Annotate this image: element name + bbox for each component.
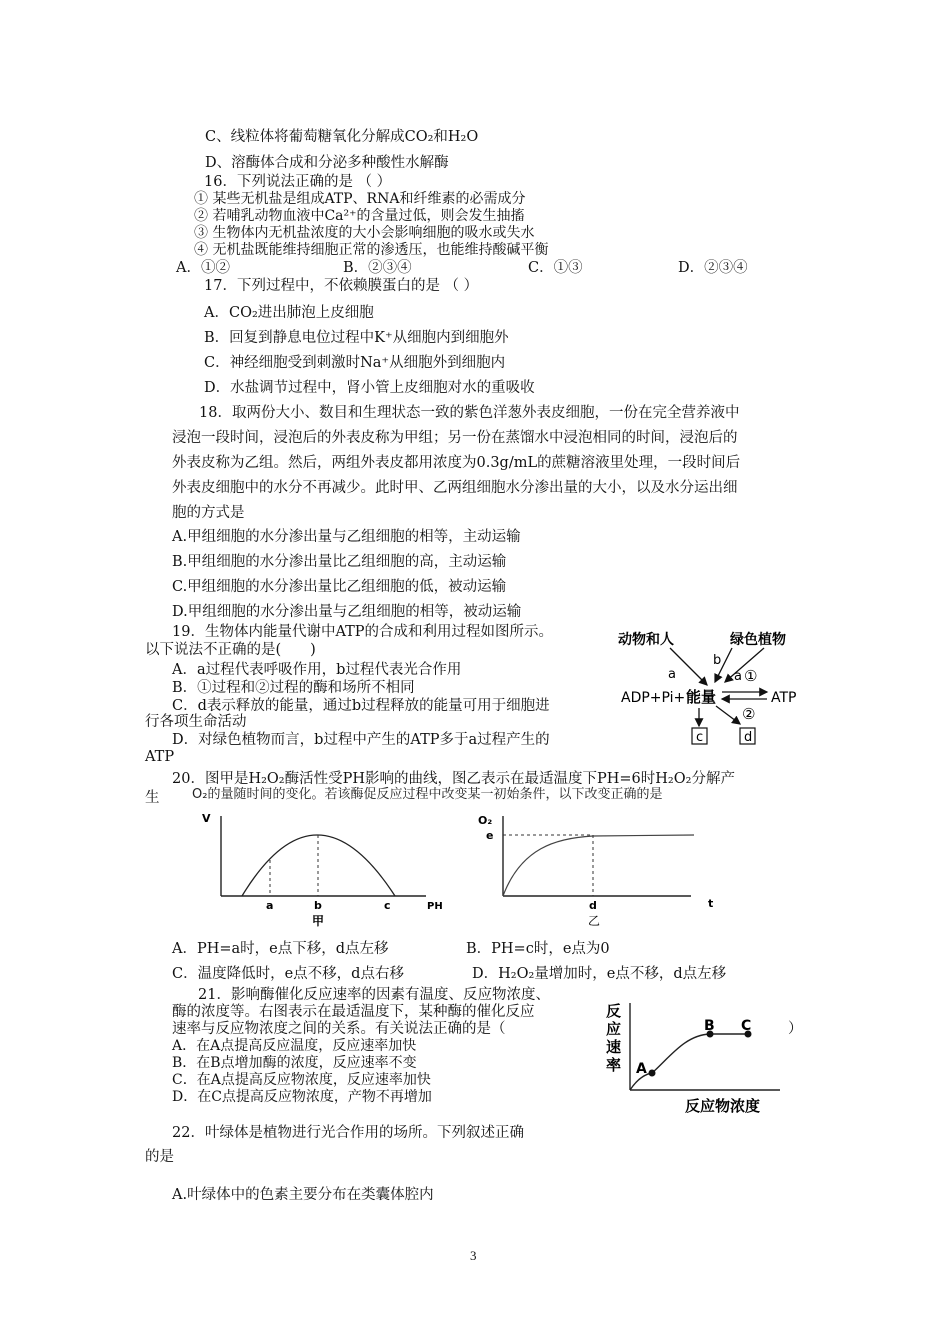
- q17-option-b: B．回复到静息电位过程中K⁺从细胞内到细胞外: [204, 330, 509, 346]
- jia-y-label: V: [202, 812, 211, 825]
- q17-option-c: C．神经细胞受到刺激时Na⁺从细胞外到细胞内: [204, 355, 506, 371]
- rate-x-label: 反应物浓度: [685, 1097, 761, 1115]
- q19-stem-line-1: 19．生物体内能量代谢中ATP的合成和利用过程如图所示。: [172, 624, 554, 640]
- q21-close-paren: ）: [788, 1021, 803, 1037]
- adp-label: ADP+Pi+: [621, 690, 686, 706]
- atp-energy-diagram: [612, 624, 817, 750]
- label-d: d: [744, 730, 753, 745]
- yi-tick-e: e: [486, 829, 494, 842]
- q19-option-d-line-2: ATP: [145, 749, 175, 765]
- q16-statement-1: ① 某些无机盐是组成ATP、RNA和纤维素的必需成分: [194, 191, 526, 207]
- q21-stem-line-1: 21．影响酶催化反应速率的因素有温度、反应物浓度、: [198, 987, 550, 1003]
- q22-stem-line-1: 22．叶绿体是植物进行光合作用的场所。下列叙述正确: [172, 1125, 524, 1141]
- q20-stem-line-2a: 生: [145, 790, 160, 806]
- q18-option-a: A.甲组细胞的水分渗出量与乙组细胞的相等，主动运输: [172, 529, 521, 545]
- q22-stem-line-2: 的是: [145, 1149, 174, 1165]
- q15-option-c: C、线粒体将葡萄糖氧化分解成CO₂和H₂O: [205, 129, 479, 145]
- label-a: a: [668, 667, 676, 682]
- yi-tick-d: d: [589, 899, 597, 912]
- label-point-a: A: [636, 1061, 647, 1077]
- yi-name: 乙: [588, 914, 601, 928]
- jia-x-label: PH: [427, 901, 443, 912]
- q17-option-a: A．CO₂进出肺泡上皮细胞: [204, 305, 374, 321]
- label-point-b: B: [704, 1018, 715, 1034]
- rate-y-3: 速: [606, 1038, 622, 1056]
- reaction-rate-graph: [600, 997, 790, 1119]
- q20-stem-line-1: 20．图甲是H₂O₂酶活性受PH影响的曲线，图乙表示在最适温度下PH=6时H₂O₂分解产: [172, 771, 735, 787]
- q18-stem-line-1: 18．取两份大小、数目和生理状态一致的紫色洋葱外表皮细胞，一份在完全营养液中: [199, 405, 740, 421]
- q16-option-a: A．①②: [176, 260, 230, 276]
- q19-option-c-line-2: 行各项生命活动: [145, 714, 247, 730]
- jia-tick-b: b: [314, 899, 322, 912]
- label-circle-2: ②: [742, 705, 756, 723]
- q18-option-b: B.甲组细胞的水分渗出量比乙组细胞的高，主动运输: [172, 554, 507, 570]
- q16-statement-4: ④ 无机盐既能维持细胞正常的渗透压，也能维持酸碱平衡: [194, 242, 549, 258]
- q19-option-c-line-1: C．d表示释放的能量，通过b过程释放的能量可用于细胞进: [172, 698, 550, 714]
- q20-option-c: C．温度降低时，e点不移，d点右移: [172, 966, 404, 982]
- atp-label: ATP: [771, 690, 797, 706]
- label-c: c: [696, 730, 704, 745]
- q18-option-c: C.甲组细胞的水分渗出量比乙组细胞的低，被动运输: [172, 579, 507, 595]
- yi-curve: [503, 835, 694, 896]
- rate-y-1: 反: [606, 1002, 622, 1020]
- q21-option-a: A．在A点提高反应温度，反应速率加快: [172, 1038, 417, 1054]
- q17-option-d: D．水盐调节过程中，肾小管上皮细胞对水的重吸收: [204, 380, 535, 396]
- q21-stem-line-2: 酶的浓度等。右图表示在最适温度下，某种酶的催化反应: [172, 1004, 535, 1020]
- q21-option-d: D．在C点提高反应物浓度，产物不再增加: [172, 1089, 432, 1105]
- q18-stem-line-5: 胞的方式是: [172, 505, 245, 521]
- q20-option-b: B．PH=c时，e点为0: [466, 941, 610, 957]
- q15-option-d: D、溶酶体合成和分泌多种酸性水解酶: [205, 155, 449, 171]
- arrow-to-d: [716, 706, 740, 724]
- q19-option-d-line-1: D．对绿色植物而言，b过程中产生的ATP多于a过程产生的: [172, 732, 550, 748]
- q20-option-d: D．H₂O₂量增加时，e点不移，d点左移: [472, 966, 727, 982]
- yi-y-label: O₂: [478, 814, 493, 827]
- q16-statement-2: ② 若哺乳动物血液中Ca²⁺的含量过低，则会发生抽搐: [194, 208, 525, 224]
- rate-curve: [630, 1034, 748, 1090]
- rate-y-4: 率: [606, 1056, 622, 1074]
- q18-stem-line-4: 外表皮细胞中的水分不再减少。此时甲、乙两组细胞水分渗出量的大小，以及水分运出细: [172, 480, 738, 496]
- q19-option-b: B．①过程和②过程的酶和场所不相同: [172, 680, 415, 696]
- label-a2: a: [734, 669, 742, 684]
- jia-tick-a: a: [266, 899, 274, 912]
- graph-yi-o2-time: [476, 808, 726, 932]
- label-b: b: [713, 653, 722, 668]
- page-number: 3: [470, 1248, 477, 1263]
- q18-option-d: D.甲组细胞的水分渗出量与乙组细胞的相等，被动运输: [172, 604, 522, 620]
- q17-stem: 17．下列过程中，不依赖膜蛋白的是 （ ）: [204, 278, 479, 294]
- q22-option-a: A.叶绿体中的色素主要分布在类囊体腔内: [172, 1187, 434, 1203]
- q16-option-c: C．①③: [528, 260, 583, 276]
- animals-label: 动物和人: [618, 632, 674, 648]
- rate-y-2: 应: [606, 1020, 622, 1038]
- q20-option-a: A．PH=a时，e点下移，d点左移: [172, 941, 389, 957]
- q18-stem-line-3: 外表皮称为乙组。然后，两组外表皮都用浓度为0.3g/mL的蔗糖溶液里处理，一段时间后: [172, 455, 741, 471]
- plants-label: 绿色植物: [730, 632, 786, 648]
- jia-name: 甲: [312, 914, 325, 928]
- q20-stem-line-2b: O₂的量随时间的变化。若该酶促反应过程中改变某一初始条件，以下改变正确的是: [192, 787, 663, 802]
- q16-option-d: D．②③④: [678, 260, 748, 276]
- q16-stem: 16．下列说法正确的是 （ ）: [204, 174, 392, 190]
- graph-jia-ph-activity: [198, 808, 456, 932]
- label-point-c: C: [741, 1018, 752, 1034]
- jia-tick-c: c: [384, 899, 391, 912]
- energy-label: 能量: [686, 688, 717, 706]
- q16-option-b: B．②③④: [343, 260, 412, 276]
- point-a: [649, 1070, 656, 1077]
- yi-x-label: t: [708, 897, 714, 910]
- label-circle-1: ①: [744, 667, 758, 685]
- q16-statement-3: ③ 生物体内无机盐浓度的大小会影响细胞的吸水或失水: [194, 225, 535, 241]
- q19-stem-line-2: 以下说法不正确的是( ): [145, 642, 316, 658]
- q21-option-c: C．在A点提高反应物浓度，反应速率加快: [172, 1072, 431, 1088]
- q21-option-b: B．在B点增加酶的浓度，反应速率不变: [172, 1055, 417, 1071]
- q18-stem-line-2: 浸泡一段时间，浸泡后的外表皮称为甲组；另一份在蒸馏水中浸泡相同的时间，浸泡后的: [172, 430, 738, 446]
- q19-option-a: A．a过程代表呼吸作用，b过程代表光合作用: [172, 662, 462, 678]
- q21-stem-line-3: 速率与反应物浓度之间的关系。有关说法正确的是（: [172, 1021, 506, 1037]
